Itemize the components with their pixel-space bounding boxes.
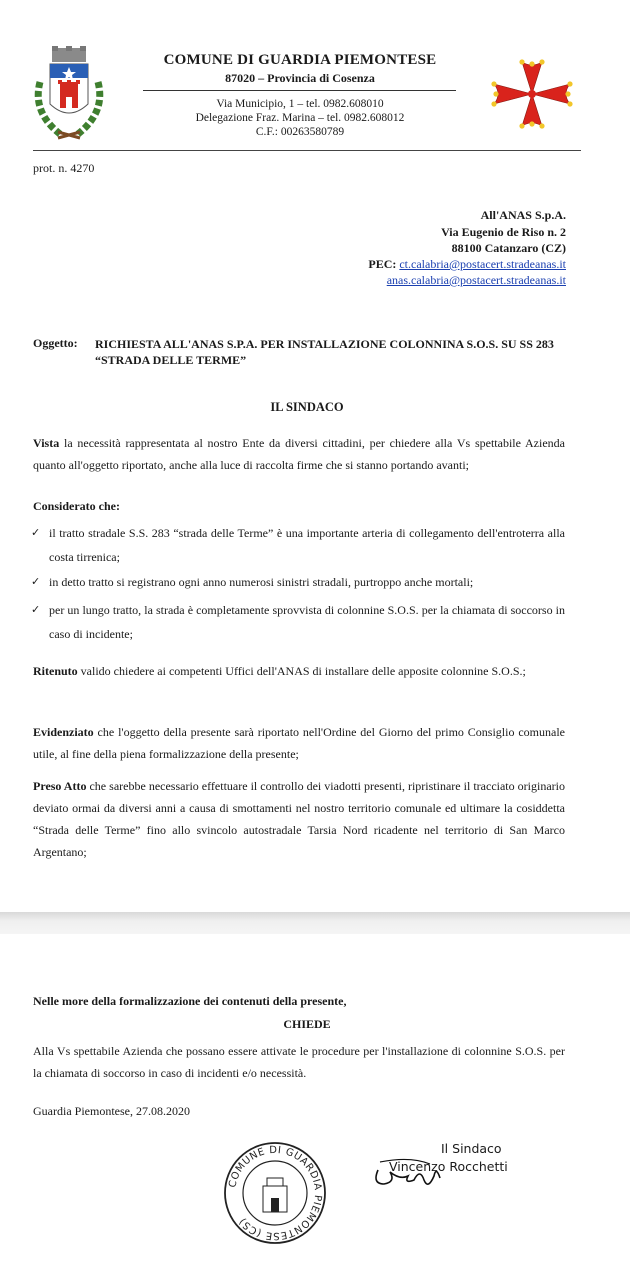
occitan-cross-icon	[486, 58, 578, 130]
header-fiscal-code: C.F.: 00263580789	[255, 126, 345, 138]
ritenuto-label: Ritenuto	[33, 664, 78, 678]
recipient-city: 88100 Catanzaro (CZ)	[451, 241, 566, 255]
signature-title: Il Sindaco	[441, 1141, 502, 1156]
protocol-number: prot. n. 4270	[33, 161, 95, 175]
recipient-name: All'ANAS S.p.A.	[480, 208, 566, 222]
checkmark-icon: ✓	[31, 603, 41, 616]
ritenuto-text: valido chiedere ai competenti Uffici dell'ANAS di installare delle apposite colonnine S.O.S.;	[77, 664, 526, 678]
paragraph-request: Alla Vs spettabile Azienda che possano essere attivate le procedure per l'installazione di colonnine S.O.S. per la chiamata di soccorso in caso di incidenti e/o necessità.	[33, 1044, 565, 1080]
list-item	[33, 570, 565, 594]
checkmark-icon: ✓	[31, 526, 41, 539]
pec-label: PEC:	[368, 257, 400, 271]
subject-text: RICHIESTA ALL'ANAS S.P.A. PER INSTALLAZIONE COLONNINA S.O.S. SU SS 283 “STRADA DELLE TERME”	[95, 337, 554, 367]
bullet-text: il tratto stradale S.S. 283 “strada delle Terme” è una importante arteria di collegamento dell'entroterra alla costa tirrenica;	[49, 526, 565, 564]
paragraph-ritenuto	[33, 660, 565, 682]
municipal-stamp-icon	[222, 1140, 328, 1246]
paragraph-preso-atto	[33, 775, 565, 863]
evidenziato-label: Evidenziato	[33, 725, 94, 739]
chiede-heading: CHIEDE	[283, 1017, 331, 1031]
sindaco-heading: IL SINDACO	[270, 400, 344, 414]
letter-date: Guardia Piemontese, 27.08.2020	[33, 1104, 190, 1118]
pec-link-2[interactable]: anas.calabria@postacert.stradeanas.it	[386, 273, 566, 287]
list-item	[33, 521, 565, 569]
municipal-crest-icon	[30, 42, 108, 142]
considerato-heading: Considerato che:	[33, 499, 120, 513]
stamp-text: COMUNE DI GUARDIA PIEMONTESE (CS)	[227, 1144, 324, 1242]
header-address: Via Municipio, 1 – tel. 0982.608010	[216, 98, 384, 110]
header-divider	[143, 90, 456, 91]
header-subtitle: 87020 – Provincia di Cosenza	[225, 71, 375, 85]
signature-name: Vincenzo Rocchetti	[389, 1159, 508, 1174]
checkmark-icon: ✓	[31, 575, 41, 588]
evidenziato-text: che l'oggetto della presente sarà riportato nell'Ordine del Giorno del primo Consiglio comunale utile, al fine della piena formalizzazione della presente;	[33, 725, 565, 761]
preso-atto-label: Preso Atto	[33, 779, 87, 793]
nelle-more-line: Nelle more della formalizzazione dei contenuti della presente,	[33, 994, 347, 1008]
bullet-text: per un lungo tratto, la strada è completamente sprovvista di colonnine S.O.S. per la chiamata di soccorso in caso di incidente;	[49, 603, 565, 641]
bullet-text: in detto tratto si registrano ogni anno numerosi sinistri stradali, purtroppo anche mortali;	[49, 575, 474, 589]
page-separator	[0, 912, 630, 934]
preso-atto-text: che sarebbe necessario effettuare il controllo dei viadotti presenti, ripristinare il tracciato originario deviato ormai da diversi anni a causa di smottamenti nel nostro territorio comunale ed ultimare la cosiddetta “Strada delle Terme” fino allo svincolo autostradale Tarsia Nord ricadente nel territorio di San Marco Argentano;	[33, 779, 565, 859]
recipient-pec	[368, 257, 566, 272]
header-bottom-rule	[33, 150, 581, 151]
recipient-street: Via Eugenio de Riso n. 2	[441, 225, 566, 239]
recipient-pec-2	[387, 273, 566, 288]
vista-text: la necessità rappresentata al nostro Ente da diversi cittadini, per chiedere alla Vs spettabile Azienda quanto all'oggetto riportato, anche alla luce di raccolta firme che si stanno portando avanti;	[33, 436, 565, 472]
list-item	[33, 598, 565, 646]
paragraph-evidenziato	[33, 721, 565, 765]
vista-label: Vista	[33, 436, 60, 450]
paragraph-vista	[33, 432, 565, 476]
header-delegation: Delegazione Fraz. Marina – tel. 0982.608012	[195, 112, 405, 124]
subject-label: Oggetto:	[33, 336, 78, 350]
handwritten-signature-icon	[370, 1150, 470, 1198]
svg-text:COMUNE DI GUARDIA PIEMONTESE (	[227, 1145, 323, 1241]
pec-link-1[interactable]: ct.calabria@postacert.stradeanas.it	[399, 257, 566, 271]
header-title: COMUNE DI GUARDIA PIEMONTESE	[163, 52, 437, 68]
